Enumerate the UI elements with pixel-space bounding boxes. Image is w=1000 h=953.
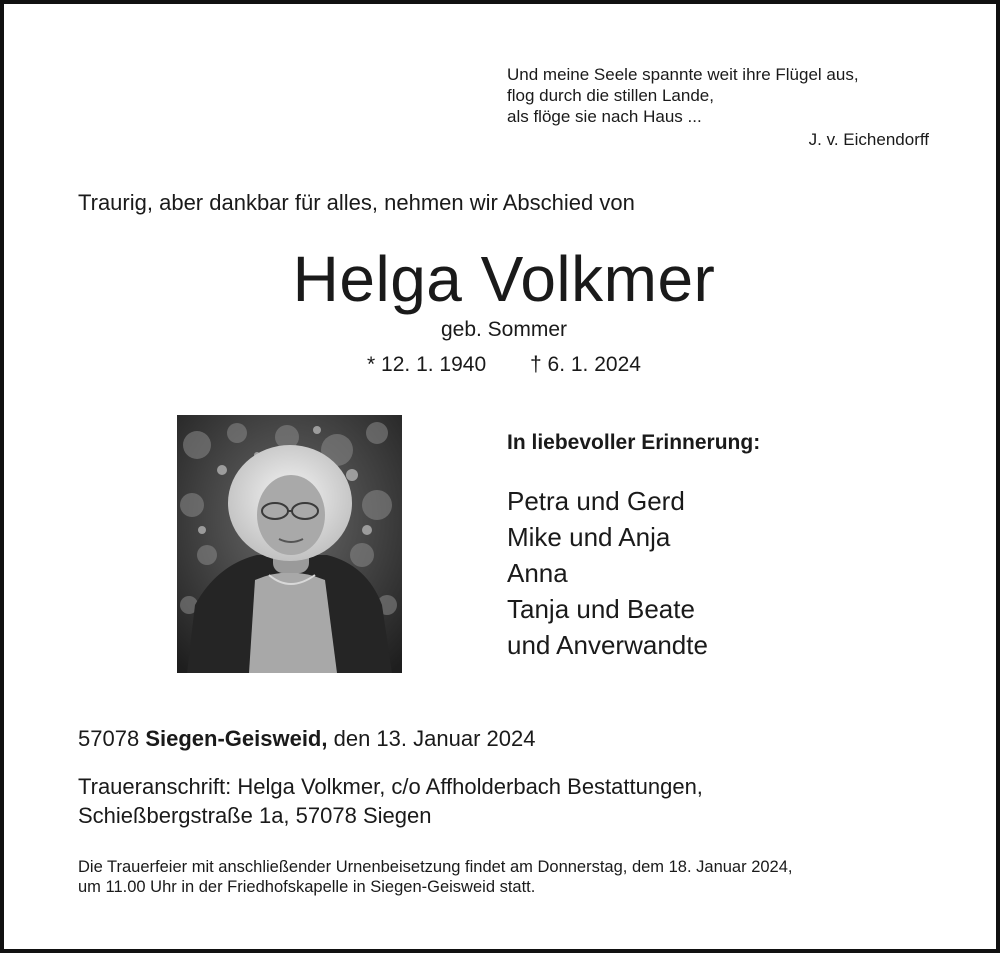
mourner-item: Anna (507, 558, 568, 588)
birth-date: * 12. 1. 1940 (367, 353, 487, 376)
intro-text: Traurig, aber dankbar für alles, nehmen wir Abschied von (78, 190, 635, 215)
funeral-line: Die Trauerfeier mit anschließender Urnenbeisetzung findet am Donnerstag, dem 18. Januar 2024, (78, 858, 793, 876)
place-and-date (78, 726, 535, 752)
postcode: 57078 (78, 726, 140, 751)
mourner-item: und Anverwandte (507, 630, 708, 660)
poem-quote (507, 64, 937, 150)
death-date: † 6. 1. 2024 (530, 353, 641, 376)
deceased-name: Helga Volkmer (292, 243, 716, 315)
portrait-photo (177, 415, 402, 673)
address-line: Traueranschrift: Helga Volkmer, c/o Affholderbach Bestattungen, (78, 774, 703, 799)
city: Siegen-Geisweid, (145, 726, 328, 751)
mourner-item: Tanja und Beate (507, 594, 695, 624)
quote-line: Und meine Seele spannte weit ihre Flügel aus, (507, 65, 859, 84)
mourner-item: Mike und Anja (507, 522, 671, 552)
mourners-list (507, 483, 708, 663)
funeral-line: um 11.00 Uhr in der Friedhofskapelle in Siegen-Geisweid statt. (78, 878, 536, 896)
maiden-name: geb. Sommer (440, 318, 568, 341)
mourning-address (78, 772, 703, 830)
quote-line: flog durch die stillen Lande, (507, 86, 714, 105)
notice-date: den 13. Januar 2024 (333, 726, 536, 751)
life-dates (4, 353, 1000, 377)
funeral-info (78, 857, 958, 897)
quote-line: als flöge sie nach Haus ... (507, 107, 702, 126)
address-line: Schießbergstraße 1a, 57078 Siegen (78, 803, 432, 828)
quote-author: J. v. Eichendorff (808, 130, 929, 149)
mourner-item: Petra und Gerd (507, 486, 685, 516)
memory-heading: In liebevoller Erinnerung: (507, 431, 761, 454)
portrait-image (177, 415, 402, 673)
